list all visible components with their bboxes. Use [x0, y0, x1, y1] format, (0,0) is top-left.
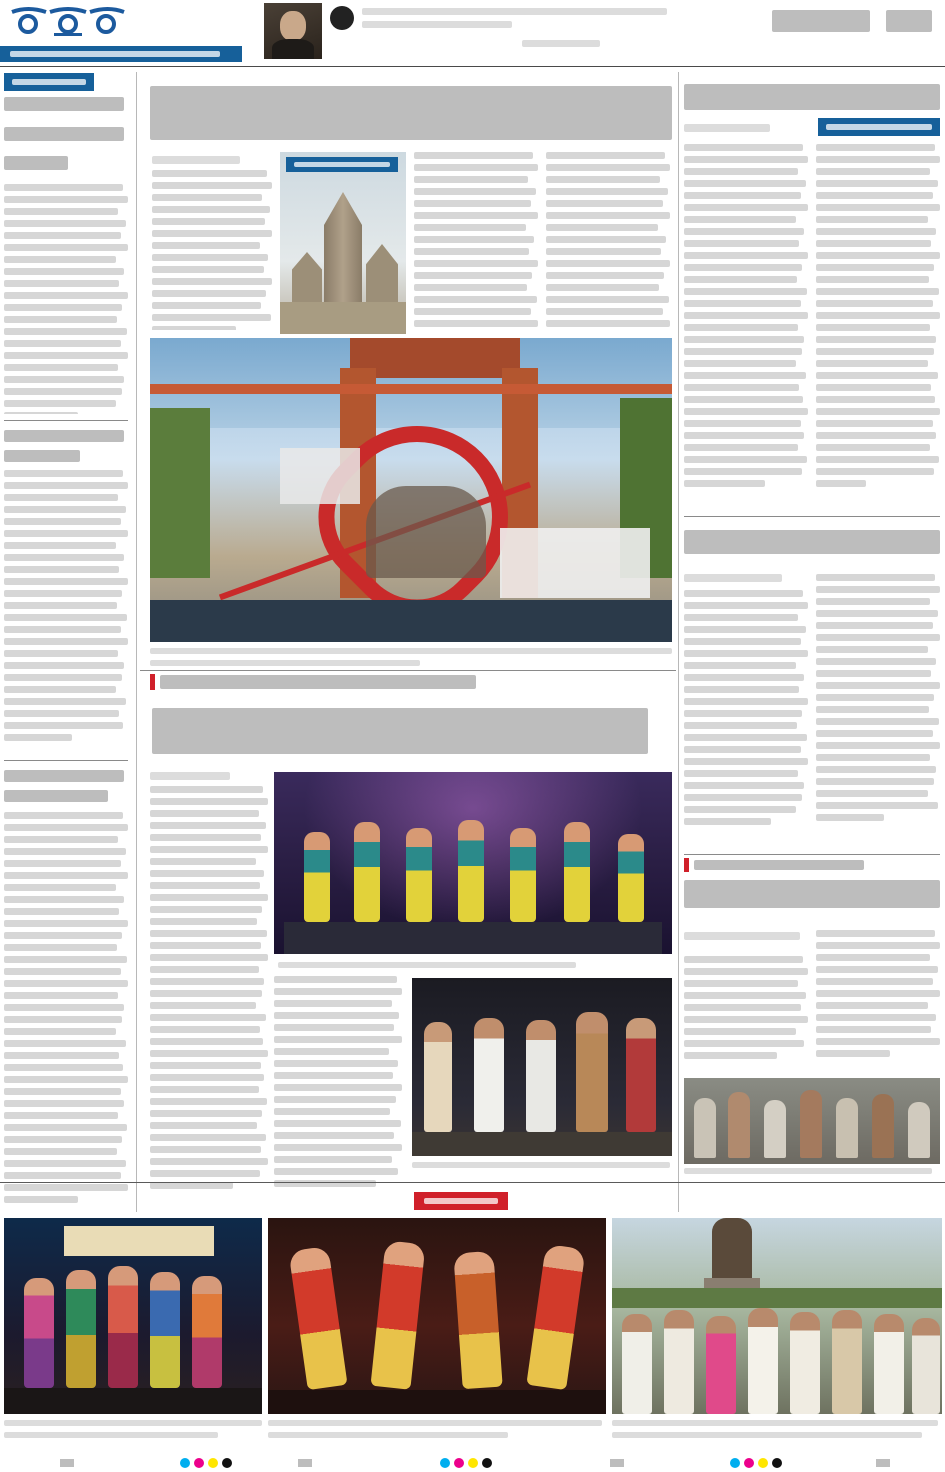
quote-mark-icon: [330, 6, 354, 30]
right-story-2-dateline: [684, 574, 782, 582]
dance-story-body-col-1: [150, 786, 268, 1206]
dateline-bar: [0, 46, 242, 62]
right-story-1-body-col-1: [684, 144, 808, 508]
right-story-2-body-col-2: [816, 574, 940, 846]
right-story-3-red-marker: [684, 858, 689, 872]
briefs-label: [4, 73, 94, 91]
photo-news-tag: [414, 1192, 508, 1210]
dance-story-red-marker: [150, 674, 155, 690]
cultural-dance-photo: [4, 1218, 262, 1414]
odissi-dance-photo: [268, 1218, 606, 1414]
dance-story-body-col-2: [274, 976, 402, 1208]
brief-1-body: [4, 184, 128, 414]
dance-story-headline: [152, 708, 648, 754]
portrait-photo: [264, 3, 322, 59]
lead-body-col-3: [546, 152, 670, 332]
right-story-1-tag: [818, 118, 940, 136]
right-story-1-headline: [684, 84, 940, 110]
queue-photo-caption: [684, 1168, 932, 1174]
temple-photo: [280, 152, 406, 334]
section-name: [772, 10, 870, 32]
right-story-3-dateline: [684, 932, 800, 940]
right-story-2-body-col-1: [684, 590, 808, 846]
right-story-3-body-col-1: [684, 956, 808, 1072]
right-story-3-kicker: [694, 860, 864, 870]
lead-body-col-2: [414, 152, 538, 332]
temple-queue-photo: [684, 1078, 940, 1164]
right-story-1-dateline: [684, 124, 770, 132]
lead-headline: [150, 86, 672, 140]
stage-guests-photo: [412, 978, 672, 1156]
lead-body-col-1: [152, 170, 272, 330]
right-story-1-body-col-2: [816, 144, 940, 508]
brief-3-body: [4, 812, 128, 1212]
guests-photo-caption: [412, 1162, 670, 1168]
masthead: [0, 0, 945, 46]
lead-dateline: [152, 156, 240, 164]
hockey-installation-photo: [150, 338, 672, 642]
temple-photo-label: [286, 157, 398, 172]
masthead-rule: [0, 66, 945, 67]
right-story-3-headline: [684, 880, 940, 908]
dancers-photo-caption: [278, 962, 576, 968]
dance-story-dateline: [150, 772, 230, 780]
statue-tribute-photo: [612, 1218, 942, 1414]
brief-2-body: [4, 470, 128, 750]
print-color-bar: [0, 1454, 945, 1472]
bharatanatyam-dancers-photo: [274, 772, 672, 954]
dance-story-kicker: [160, 675, 476, 689]
page-number: [886, 10, 932, 32]
right-story-3-body-col-2: [816, 930, 940, 1072]
newspaper-logo: [8, 4, 128, 38]
right-story-2-headline: [684, 530, 940, 554]
